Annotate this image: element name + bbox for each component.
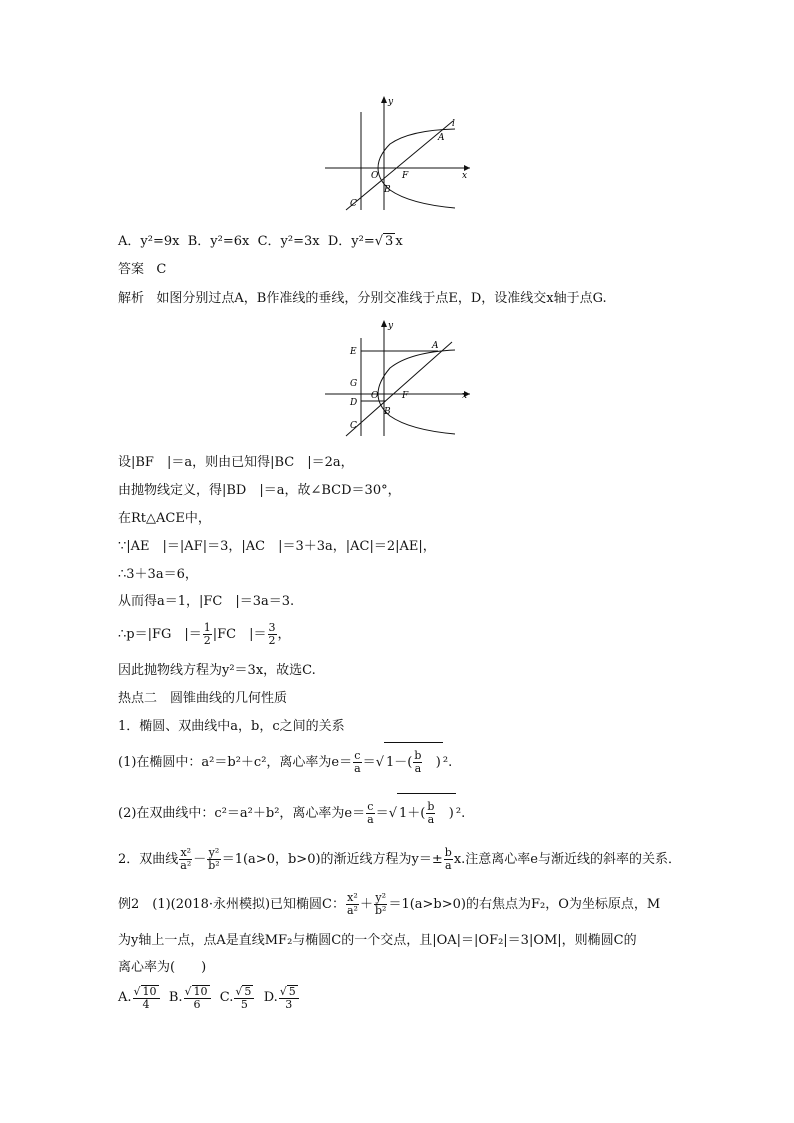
label-D: D <box>350 398 358 408</box>
label-O: O <box>371 171 379 181</box>
answer-line <box>118 262 166 278</box>
option-B: B．y²=6x <box>187 234 250 249</box>
example-line-3: 离心率为( ) <box>118 960 207 975</box>
analysis-text: 如图分别过点A，B作准线的垂线，分别交准线于点E，D，设准线交x轴于点G. <box>156 291 607 306</box>
item-1: 1．椭圆、双曲线中a，b，c之间的关系 <box>118 719 345 734</box>
analysis-line <box>118 291 607 307</box>
label-F: F <box>402 171 409 181</box>
conclusion-line: 因此抛物线方程为y²＝3x，故选C. <box>118 663 316 678</box>
line-l <box>346 121 453 210</box>
figure-2-parabola-graph <box>320 316 480 438</box>
solution-line-3: 在Rt△ACE中， <box>118 511 211 526</box>
y-arrow <box>381 320 387 327</box>
option-A: A．y²=9x <box>118 234 180 249</box>
line-l <box>346 342 452 436</box>
ellipse-line: (1)在椭圆中：a²＝b²＋c²，离心率为e＝ $\frac{c}{a}$ ＝√ 1－( $\frac{b}{a}$ ) ². <box>118 742 452 783</box>
option2-C: C. $\frac{√ 5}{5}$ <box>220 990 256 1005</box>
label-C: C <box>350 199 357 209</box>
label-G: G <box>350 379 358 389</box>
solution-line-6: 从而得a＝1，|FC |＝3a＝3. <box>118 594 295 609</box>
analysis-label: 解析 <box>118 291 145 306</box>
item-2: 2．双曲线 $\frac{\text{x²}}{\text{a²}}$ － $\frac{\text{y²}}{\text{b²}}$ ＝1(a>0，b>0)的渐近线方程为y＝± $\frac{b}{a}$ x.注意离心率e与渐近线的斜率的关系． <box>118 846 681 872</box>
option2-A: A. $\frac{√ 10}{4}$ <box>118 990 161 1005</box>
parabola-curve <box>378 350 455 434</box>
option-D: D．y²=√ 3 x <box>327 234 403 249</box>
label-x: x <box>462 391 468 401</box>
label-C: C <box>350 421 357 431</box>
solution-line-4: ∵|AE |＝|AF|＝3，|AC |＝3＋3a，|AC|＝2|AE|， <box>118 539 436 554</box>
label-x: x <box>462 171 468 181</box>
label-A: A <box>432 341 439 351</box>
answer-value: C <box>156 262 167 277</box>
options-row-2 <box>118 980 300 1016</box>
y-arrow <box>381 96 387 103</box>
option-C: C．y²=3x <box>257 234 320 249</box>
hyperbola-line: (2)在双曲线中：c²＝a²＋b²，离心率为e＝ $\frac{c}{a}$ ＝√ 1＋( $\frac{b}{a}$ ) ². <box>118 793 465 834</box>
label-y: y <box>388 97 394 107</box>
label-y: y <box>388 321 394 331</box>
figure-1-parabola-graph <box>320 92 480 212</box>
example-line-2: 为y轴上一点，点A是直线MF₂与椭圆C的一个交点，且|OA|＝|OF₂|＝3|OM|，则椭圆C的 <box>118 933 637 948</box>
p-line: ∴p＝|FG |＝ $\frac{1}{2}$ |FC |＝ $\frac{3}{2}$ ， <box>118 621 291 647</box>
label-O: O <box>371 391 379 401</box>
solution-line-1: 设|BF |＝a，则由已知得|BC |＝2a， <box>118 455 354 470</box>
example-line-1: 例2 (1)(2018·永州模拟)已知椭圆C： $\frac{\text{x²}}{\text{a²}}$ ＋ $\frac{\text{y²}}{\text{b²}}$ ＝1(a>b>0)的右焦点为F₂，O为坐标原点，M <box>118 891 661 917</box>
solution-line-2: 由抛物线定义，得|BD |＝a，故∠BCD＝30°， <box>118 483 401 498</box>
label-l: l <box>452 119 455 129</box>
label-F: F <box>402 391 409 401</box>
label-B: B <box>384 185 391 195</box>
option2-D: D. $\frac{√ 5}{3}$ <box>264 990 300 1005</box>
label-B: B <box>384 407 391 417</box>
options-row-1 <box>118 233 403 250</box>
answer-label: 答案 <box>118 262 145 277</box>
option2-B: B. $\frac{√ 10}{6}$ <box>169 990 212 1005</box>
section-heading: 热点二 圆锥曲线的几何性质 <box>118 691 288 706</box>
label-E: E <box>350 347 357 357</box>
label-A: A <box>438 133 445 143</box>
solution-line-5: ∴3＋3a＝6， <box>118 567 198 582</box>
